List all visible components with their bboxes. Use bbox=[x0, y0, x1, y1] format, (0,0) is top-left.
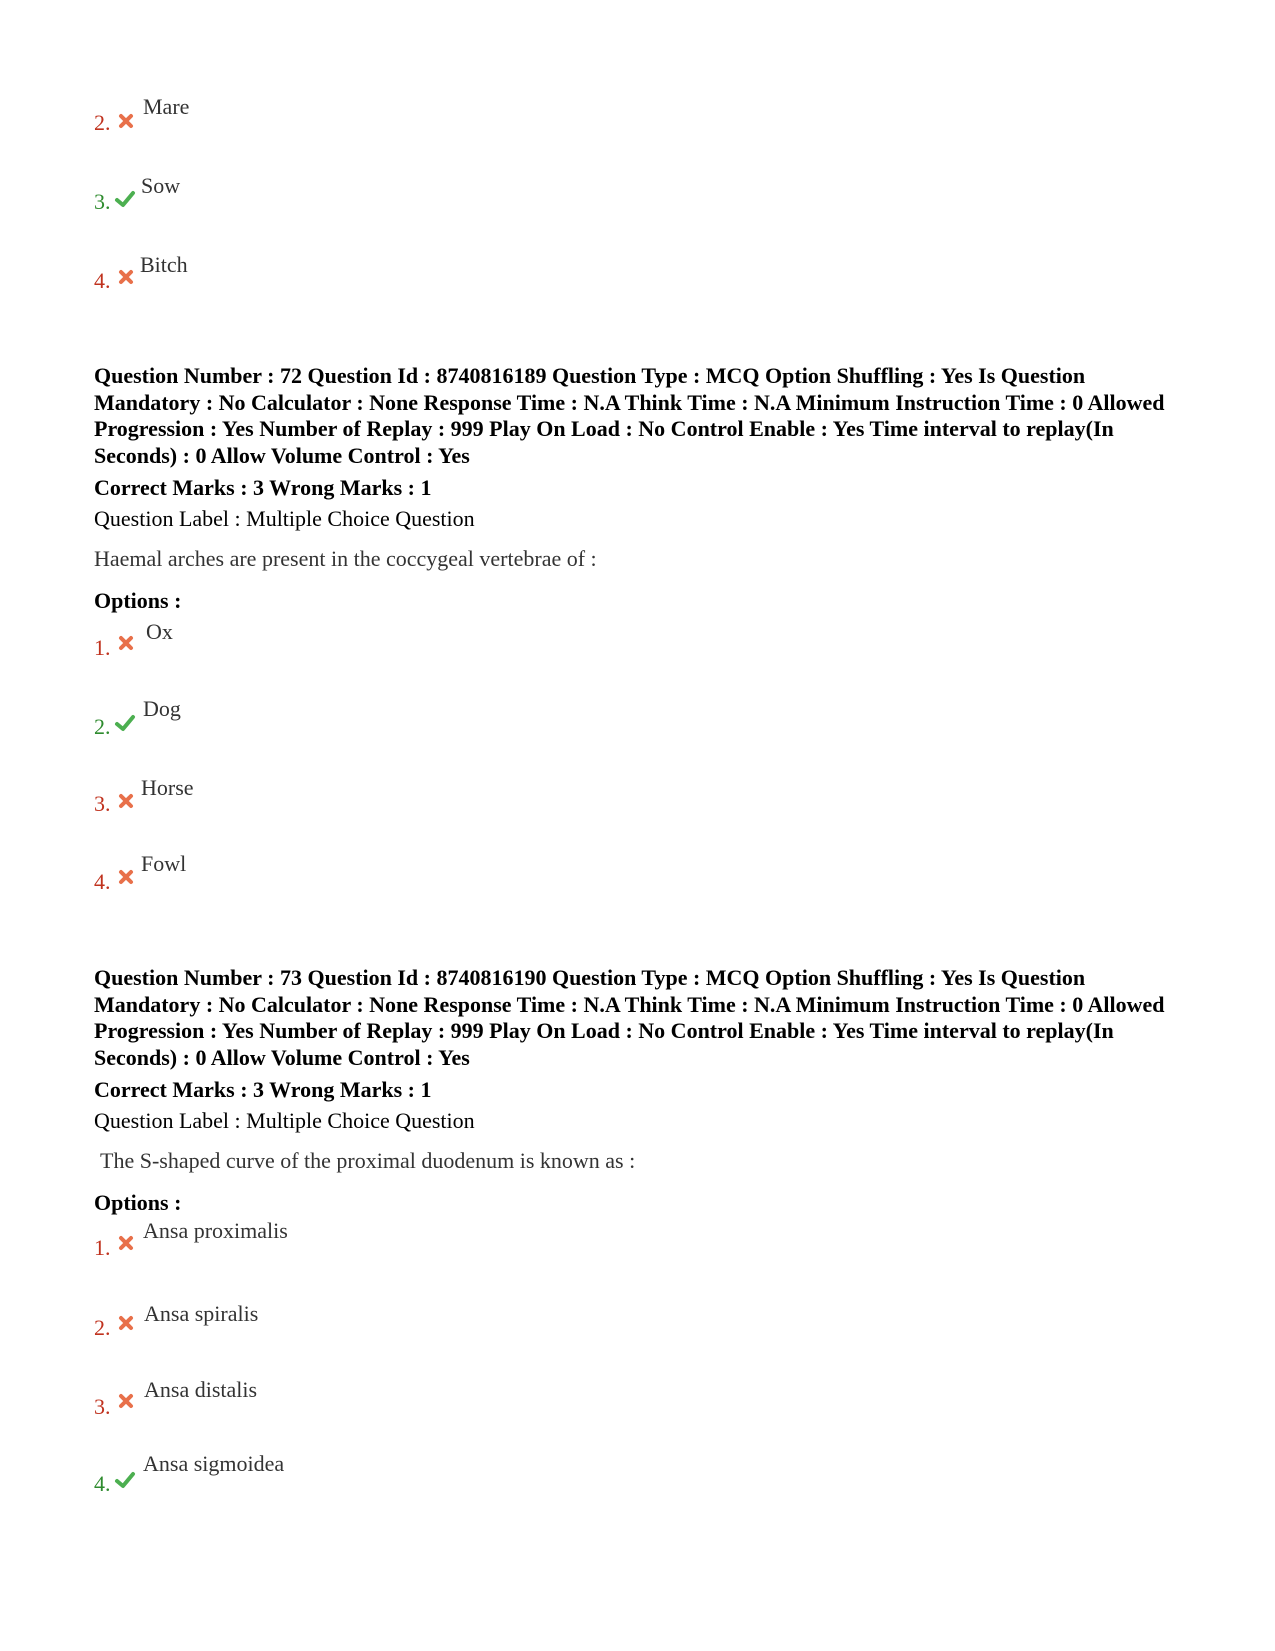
option-item bbox=[94, 174, 694, 234]
option-text: Ansa spiralis bbox=[144, 1301, 259, 1326]
option-text: Mare bbox=[143, 94, 190, 119]
question-label: Question Label : Multiple Choice Question bbox=[94, 1108, 475, 1133]
option-number: 3. bbox=[94, 1394, 111, 1419]
question-block bbox=[94, 363, 1194, 614]
option-number: 2. bbox=[94, 1315, 111, 1340]
option-text: Horse bbox=[141, 775, 194, 800]
option-text: Ansa distalis bbox=[144, 1377, 258, 1402]
cross-icon bbox=[116, 111, 136, 131]
question-stem: Haemal arches are present in the coccygeal vertebrae of : bbox=[94, 546, 597, 571]
option-item bbox=[94, 1219, 694, 1279]
check-icon bbox=[114, 1469, 134, 1489]
option-number: 4. bbox=[94, 1471, 111, 1496]
cross-icon bbox=[116, 867, 136, 887]
question-marks: Correct Marks : 3 Wrong Marks : 1 bbox=[94, 1077, 432, 1102]
cross-icon bbox=[116, 791, 136, 811]
option-number: 4. bbox=[94, 869, 111, 894]
cross-icon bbox=[116, 633, 136, 653]
option-text: Dog bbox=[143, 696, 181, 721]
question-meta: Question Number : 73 Question Id : 8740816190 Question Type : MCQ Option Shuffling : Yes Is Question Mandatory : No Calculator : None Response Time : N.A Think Time : N.A Minimum Instruction Time : 0 Allowed Progression : Yes Number of Replay : 999 Play On Load : No Control Enable : Yes Time interval to replay(In Seconds) : 0 Allow Volume Control : Yes bbox=[94, 965, 1165, 1070]
option-number: 4. bbox=[94, 268, 111, 293]
option-number: 1. bbox=[94, 635, 111, 660]
option-text: Ansa sigmoidea bbox=[143, 1451, 285, 1476]
check-icon bbox=[114, 188, 134, 208]
option-text: Fowl bbox=[141, 851, 187, 876]
option-number: 2. bbox=[94, 714, 111, 739]
option-item bbox=[94, 620, 694, 680]
cross-icon bbox=[116, 1233, 136, 1253]
option-item bbox=[94, 852, 694, 912]
question-label: Question Label : Multiple Choice Question bbox=[94, 506, 475, 531]
question-meta: Question Number : 72 Question Id : 8740816189 Question Type : MCQ Option Shuffling : Yes Is Question Mandatory : No Calculator : None Response Time : N.A Think Time : N.A Minimum Instruction Time : 0 Allowed Progression : Yes Number of Replay : 999 Play On Load : No Control Enable : Yes Time interval to replay(In Seconds) : 0 Allow Volume Control : Yes bbox=[94, 363, 1165, 468]
option-number: 3. bbox=[94, 791, 111, 816]
document-page bbox=[94, 0, 1194, 1651]
check-icon bbox=[114, 712, 134, 732]
option-text: Sow bbox=[141, 173, 181, 198]
cross-icon bbox=[116, 267, 136, 287]
cross-icon bbox=[116, 1313, 136, 1333]
option-number: 3. bbox=[94, 189, 111, 214]
option-item bbox=[94, 1302, 694, 1362]
question-stem: The S-shaped curve of the proximal duodenum is known as : bbox=[100, 1148, 636, 1173]
question-marks: Correct Marks : 3 Wrong Marks : 1 bbox=[94, 475, 432, 500]
option-text: Ansa proximalis bbox=[143, 1218, 288, 1243]
option-text: Bitch bbox=[140, 252, 188, 277]
cross-icon bbox=[116, 1391, 136, 1411]
option-item bbox=[94, 95, 694, 155]
options-heading: Options : bbox=[94, 588, 182, 613]
option-item bbox=[94, 1452, 694, 1512]
options-heading: Options : bbox=[94, 1190, 182, 1215]
option-item bbox=[94, 1378, 694, 1438]
option-item bbox=[94, 776, 694, 836]
option-item bbox=[94, 253, 694, 313]
option-number: 1. bbox=[94, 1235, 111, 1260]
option-number: 2. bbox=[94, 110, 111, 135]
option-text: Ox bbox=[146, 619, 173, 644]
option-item bbox=[94, 697, 694, 757]
question-block bbox=[94, 965, 1194, 1216]
